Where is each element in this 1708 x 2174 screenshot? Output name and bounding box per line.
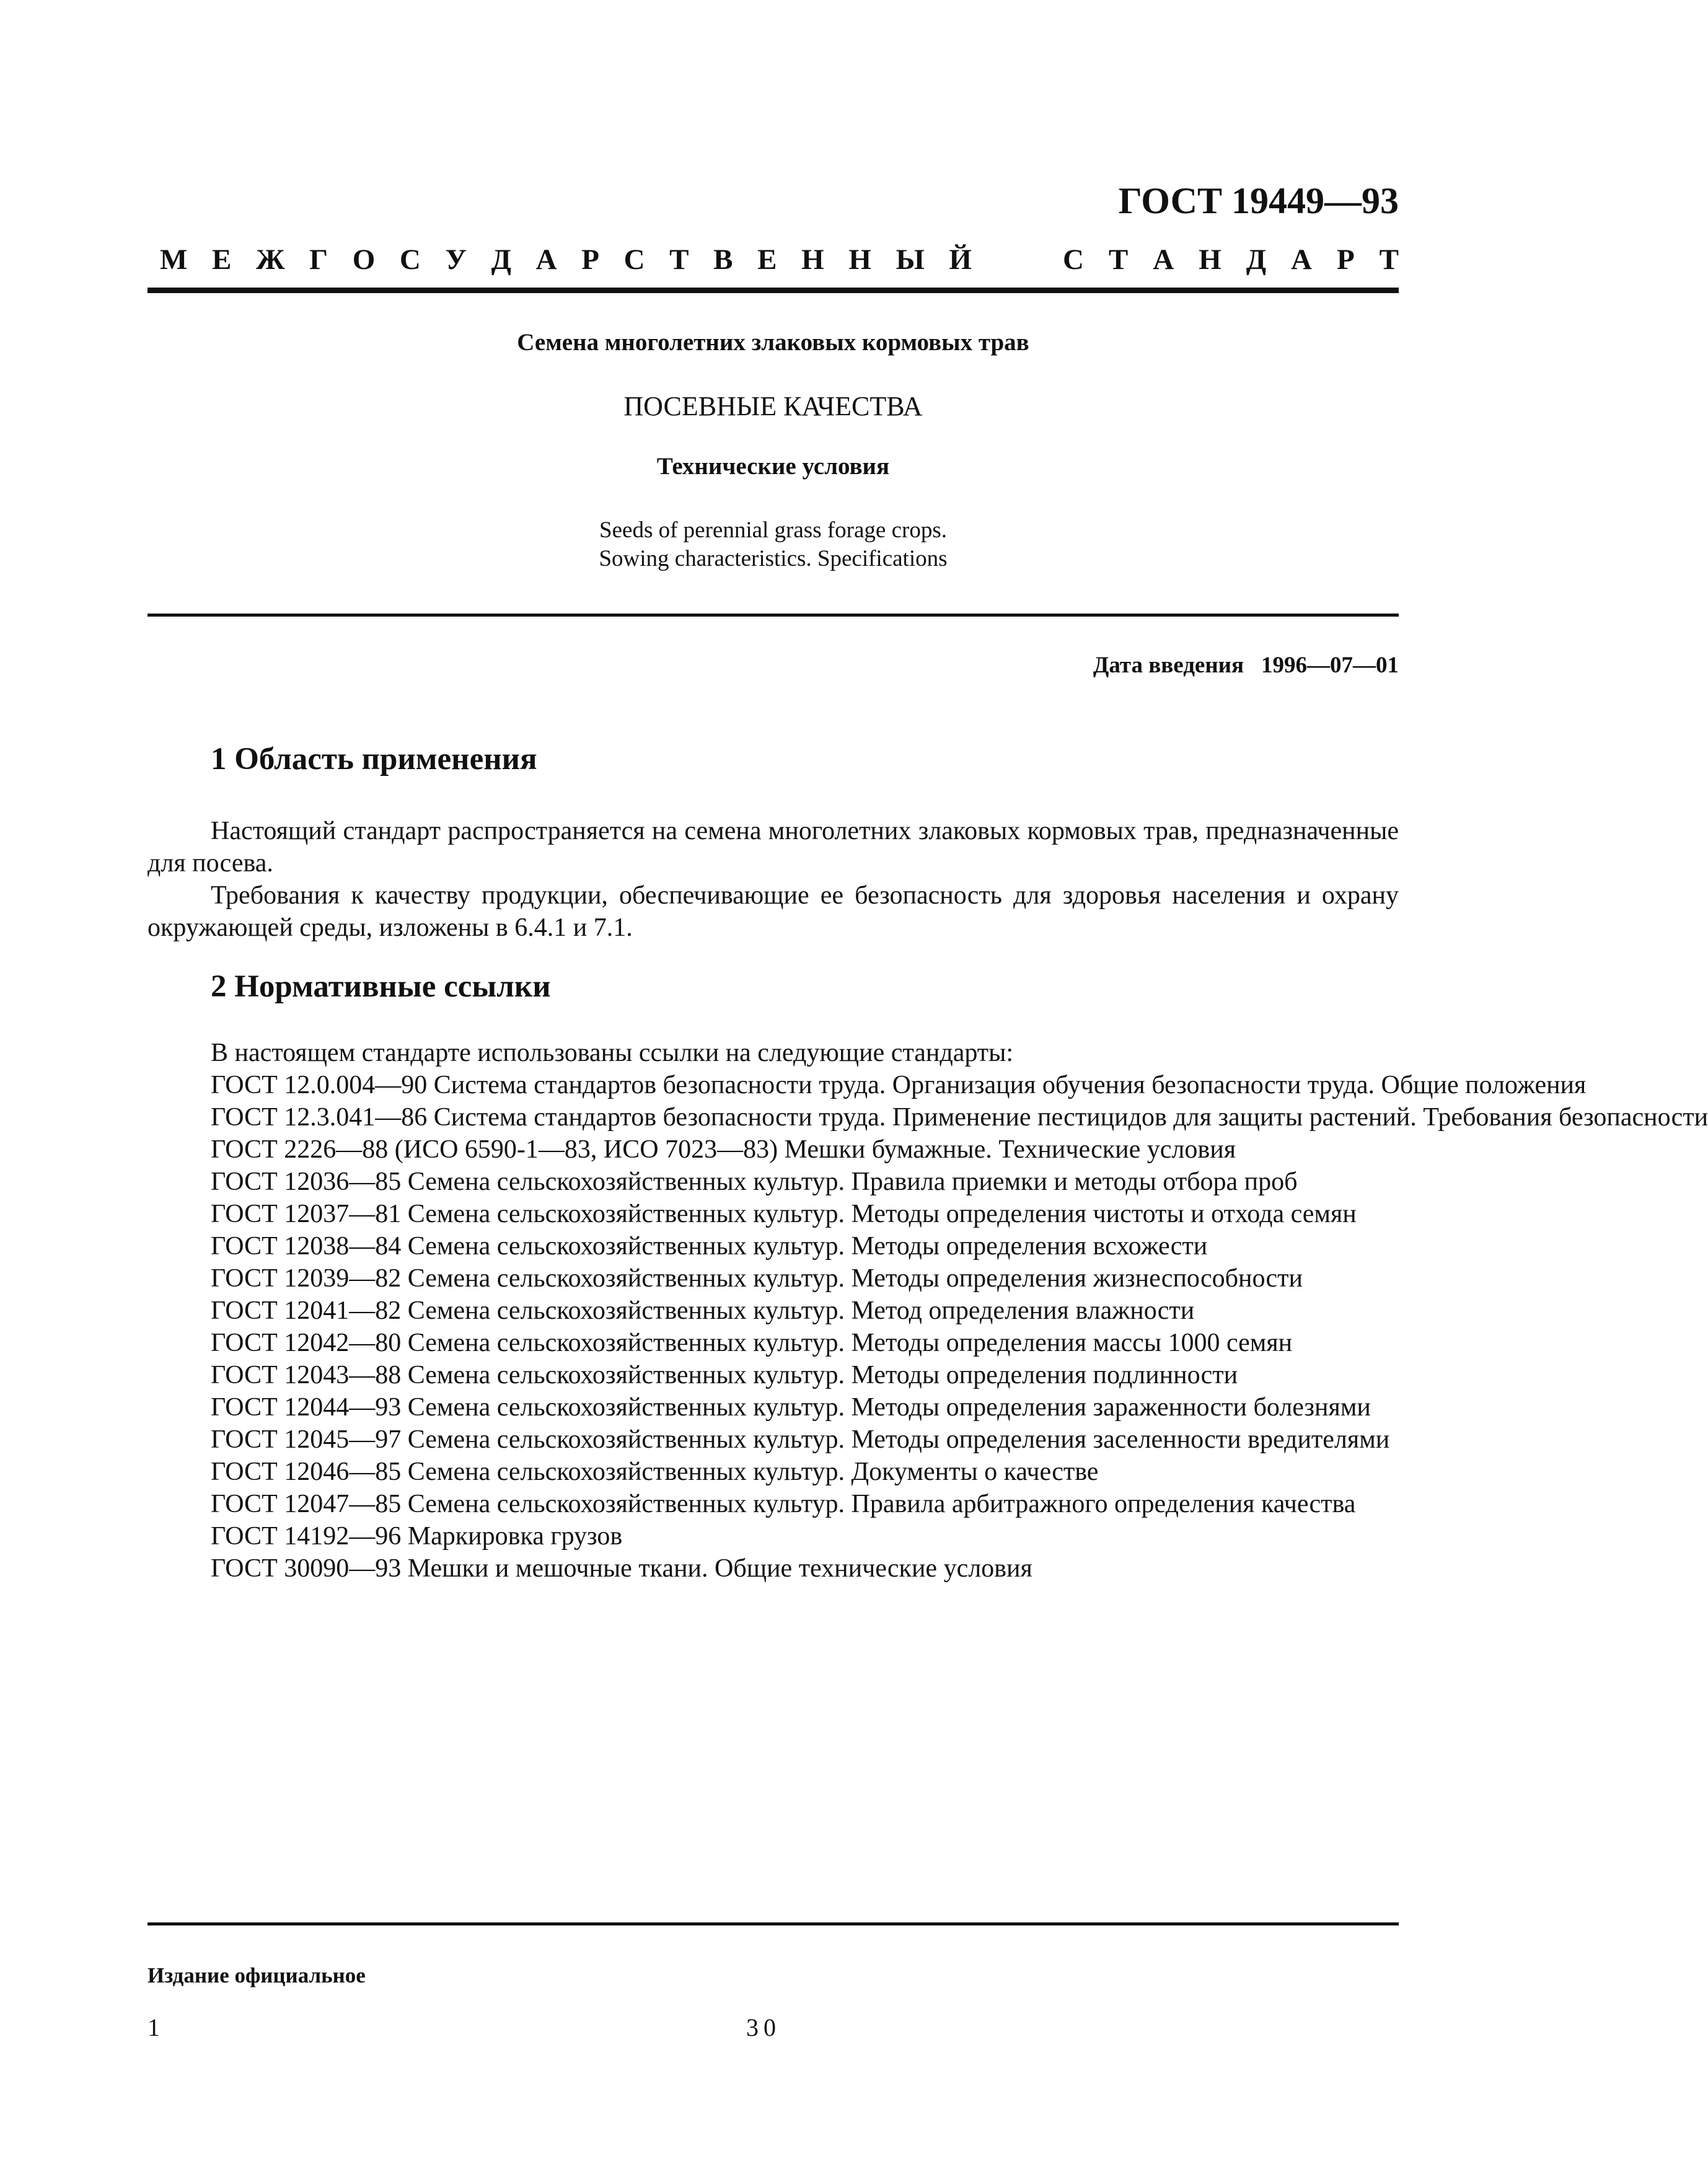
title-main: ПОСЕВНЫЕ КАЧЕСТВА [623, 391, 923, 421]
list-item: ГОСТ 12037—81 Семена сельскохозяйственных культур. Методы определения чистоты и отхода семян [211, 1200, 1357, 1228]
header-word-standard [1063, 243, 1399, 276]
header-letter: Е [757, 244, 777, 276]
introduction-date-value: 1996—07—01 [1261, 653, 1399, 678]
header-letter: Д [1246, 244, 1267, 276]
header-letter: А [1291, 244, 1312, 276]
header-letter: Й [949, 244, 972, 276]
header-letter: Т [669, 244, 689, 276]
gost-number: ГОСТ 19449—93 [1118, 180, 1399, 221]
title-english-line-1: Seeds of perennial grass forage crops. [599, 517, 947, 543]
header-letter: А [535, 244, 557, 276]
list-item: ГОСТ 12047—85 Семена сельскохозяйственных культур. Правила арбитражного определения качества [211, 1490, 1356, 1518]
header-letter: Т [1379, 244, 1399, 276]
section-1-paragraph-1: Настоящий стандарт распространяется на семена многолетних злаковых кормовых трав, предназначенные для посева. [147, 817, 1399, 878]
header-letter: С [623, 244, 645, 276]
header-rule [147, 288, 1399, 293]
standard-type-header [160, 238, 1399, 281]
header-letter: М [160, 244, 188, 276]
header-letter: Т [1108, 244, 1129, 276]
header-letter: Д [491, 244, 511, 276]
list-item: В настоящем стандарте использованы ссылки на следующие стандарты: [211, 1039, 1014, 1067]
normative-references-list [147, 1037, 1708, 1585]
page-number-left: 1 [147, 2013, 160, 2041]
header-word-interstate [160, 243, 972, 276]
header-letter: Н [1199, 244, 1222, 276]
header-letter: Р [1336, 244, 1355, 276]
header-letter: А [1153, 244, 1174, 276]
introduction-date [1093, 652, 1399, 679]
header-letter: С [1063, 244, 1084, 276]
list-item: ГОСТ 30090—93 Мешки и мешочные ткани. Общие технические условия [211, 1554, 1032, 1583]
introduction-date-label: Дата введения [1093, 653, 1244, 678]
footer-rule [147, 1922, 1399, 1925]
header-letter: Ы [896, 244, 925, 276]
header-letter: Н [801, 244, 824, 276]
list-item: ГОСТ 14192—96 Маркировка грузов [211, 1522, 623, 1551]
header-letter: Ж [256, 244, 285, 276]
list-item: ГОСТ 12.0.004—90 Система стандартов безопасности труда. Организация обучения безопасности труда. Общие положения [211, 1071, 1587, 1099]
header-letter: Е [212, 244, 232, 276]
header-letter: В [713, 244, 733, 276]
list-item: ГОСТ 12038—84 Семена сельскохозяйственных культур. Методы определения всхожести [211, 1232, 1208, 1261]
list-item: ГОСТ 12043—88 Семена сельскохозяйственных культур. Методы определения подлинности [211, 1361, 1238, 1389]
header-letter: О [352, 244, 376, 276]
list-item: ГОСТ 2226—88 (ИСО 6590-1—83, ИСО 7023—83) Мешки бумажные. Технические условия [211, 1135, 1236, 1164]
section-1-paragraph-2: Требования к качеству продукции, обеспечивающие ее безопасность для здоровья населения и охрану окружающей среды, изложены в 6.4.1 и 7.1. [147, 881, 1399, 942]
list-item: ГОСТ 12042—80 Семена сельскохозяйственных культур. Методы определения массы 1000 семян [211, 1329, 1293, 1357]
page-number-center: 30 [746, 2013, 781, 2041]
header-letter: С [399, 244, 421, 276]
title-rule [147, 614, 1399, 617]
list-item: ГОСТ 12041—82 Семена сельскохозяйственных культур. Метод определения влажности [211, 1296, 1195, 1325]
list-item: ГОСТ 12036—85 Семена сельскохозяйственных культур. Правила приемки и методы отбора проб [211, 1168, 1298, 1196]
list-item: ГОСТ 12045—97 Семена сельскохозяйственных культур. Методы определения заселенности вредителями [211, 1425, 1390, 1454]
edition-note: Издание официальное [147, 1963, 366, 1987]
list-item: ГОСТ 12039—82 Семена сельскохозяйственных культур. Методы определения жизнеспособности [211, 1264, 1303, 1293]
title-technical-conditions: Технические условия [656, 453, 890, 480]
section-1-title: 1 Область применения [211, 742, 537, 777]
header-letter: У [445, 244, 467, 276]
list-item: ГОСТ 12046—85 Семена сельскохозяйственных культур. Документы о качестве [211, 1458, 1099, 1486]
title-subject: Семена многолетних злаковых кормовых трав [517, 329, 1029, 356]
section-2-title: 2 Нормативные ссылки [211, 969, 551, 1004]
header-letter: Н [848, 244, 871, 276]
list-item: ГОСТ 12044—93 Семена сельскохозяйственных культур. Методы определения зараженности болезнями [211, 1393, 1371, 1422]
header-letter: Г [309, 244, 328, 276]
title-english-line-2: Sowing characteristics. Specifications [599, 546, 948, 571]
list-item: ГОСТ 12.3.041—86 Система стандартов безопасности труда. Применение пестицидов для защиты растений. Требования безопасности [211, 1103, 1708, 1132]
header-letter: Р [581, 244, 599, 276]
